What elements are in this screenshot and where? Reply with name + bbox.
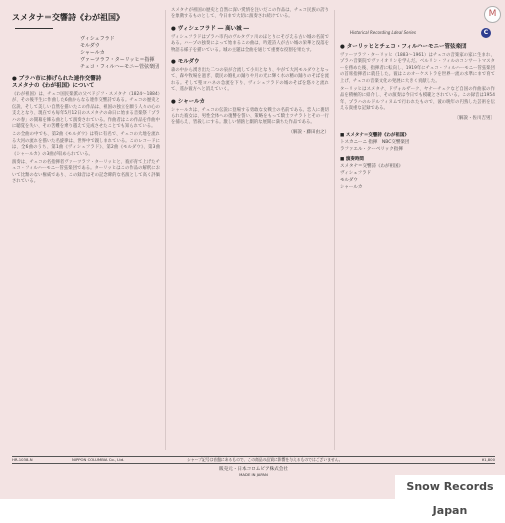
section-heading: ● プラハ市に捧げられた連作交響詩 xyxy=(12,76,102,82)
publisher: 販売元・日本コロムビア株式会社 xyxy=(219,467,288,472)
page-title: スメタナ＝交響詩《わが祖国》 xyxy=(12,12,160,34)
timing-item: シャールカ xyxy=(340,184,363,190)
catalog-strip xyxy=(12,456,495,464)
column-1 xyxy=(12,6,160,186)
timing-item: スメタナ＝交響詩《わが祖国》 xyxy=(340,163,403,169)
author-credit: （解説・藤田由之） xyxy=(288,129,329,135)
program-list xyxy=(80,36,160,71)
program-item: ヴィシェフラド xyxy=(80,36,115,42)
program-item: チェコ・フィルハーモニー管弦楽団 xyxy=(80,64,160,70)
watermark-text: Snow Records Japan xyxy=(395,475,505,499)
body-paragraph: 森の中から湧き出た二つの泉が合流して小川となり、やがて大河モルダウとなって、森や牧場を過ぎ、農民の婚礼の踊りや月の光に輝く水の精の踊りのそばを流れる。そして聖ヨハネの急流を下り、ヴィシェフラドの城のそばを悠々と流れて、遥か彼方へと消えていく。 xyxy=(171,68,329,93)
column-2 xyxy=(171,6,329,135)
discography-item: ラファエル・クーベリック指揮 xyxy=(340,146,403,152)
body-paragraph: この全曲の中でも、第2曲《モルダウ》は特に有名で、チェコの大地を流れる大河の流れを描いた名旋律は、世界中で親しまれている。このレコードには、全6曲のうち、第1曲《ヴィシェフラド》、第2曲《モルダウ》、第3曲《シャールカ》の3曲が収められている。 xyxy=(12,132,160,157)
section-heading: ● ヴィシェフラド ― 高い城 ― xyxy=(171,25,250,32)
body-paragraph: シャールカは、チェコの伝説に登場する勇敢な女戦士の名前である。恋人に裏切られた彼女は、男性全体への復讐を誓い、策略をもって騎士ツチラトとその一行を捕らえ、皆殺しにする。激しい情熱と劇的な展開に満ちた作品である。 xyxy=(171,107,329,126)
columbia-logo-icon: C xyxy=(481,28,491,38)
section-subheading: スメタナの《わが祖国》について xyxy=(12,83,95,89)
column-3 xyxy=(340,6,495,191)
timing-item: モルダウ xyxy=(340,177,358,183)
body-paragraph: ヴァーツラフ・ターリッヒ（1883〜1961）はチェコの音楽家の家に生まれ、プラハ音楽院でヴァイオリンを学んだ。ベルリン・フィルのコンサートマスターを務めた後、指揮者に転向し、1919年にチェコ・フィルハーモニー管弦楽団の首席指揮者に就任した。彼はこのオーケストラを世界一流の水準にまで育て上げ、チェコの音楽文化の発展に大きく貢献した。 xyxy=(340,53,495,84)
column-divider xyxy=(165,10,166,450)
body-paragraph: 演奏は、チェコの名指揮者ヴァーツラフ・ターリッヒと、彼が育て上げたチェコ・フィルハーモニー管弦楽団である。ターリッヒはこの作品の解釈において比類のない権威であり、この録音はその記念碑的な名演として高く評価されている。 xyxy=(12,160,160,185)
column-divider xyxy=(334,10,335,450)
program-item: モルダウ xyxy=(80,43,100,49)
discography-item: トスカニーニ 指揮 NBC交響楽団 xyxy=(340,139,410,145)
section-heading: ● シャールカ xyxy=(171,98,205,105)
catalog-number: HR-1038-N xyxy=(12,457,33,462)
label-name: NIPPON COLUMBIA Co., Ltd. xyxy=(72,457,125,462)
title-rule xyxy=(15,28,53,29)
body-paragraph: 《わが祖国》は、チェコ国民楽派の父ベドジフ・スメタナ（1824〜1884）が、その後半生に作曲した6曲からなる連作交響詩である。チェコの歴史と伝説、そして美しい自然を描いたこの作品は、祖国の独立を願う人々の心の支えとなり、現在でも毎年5月12日のスメタナの命日に始まる音楽祭「プラハの春」の開幕を飾る曲として演奏されている。作曲者はこの作品を作曲中に聴覚を失い、その苦難を乗り越えて完成させたことでも知られている。 xyxy=(12,92,160,130)
series-title: Historical Recording Ldeal Series xyxy=(350,30,416,35)
program-item: シャールカ xyxy=(80,50,105,56)
made-in: MADE IN JAPAN xyxy=(239,472,268,477)
circled-m-stamp: M xyxy=(484,6,501,23)
section-heading: ● モルダウ xyxy=(171,59,200,66)
discography-heading: ■ スメタナ＝交響詩《わが祖国》 xyxy=(340,132,409,138)
footer-note: シャープ記号は音盤にあるもので、この商品の品質に影響を与えるものではございません。 xyxy=(187,457,343,462)
price: ¥1,800 xyxy=(481,457,495,462)
series-header xyxy=(340,6,495,36)
program-item: ヴァーツラフ・ターリッヒ＝指揮 xyxy=(80,57,155,63)
timing-item: ヴィシェフラド xyxy=(340,170,372,176)
section-heading: ● ターリッヒとチェコ・フィルハーモニー管弦楽団 xyxy=(340,44,467,50)
body-paragraph: ヴィシェフラドはプラハ市内のヴルタヴァ川のほとりにそびえる古い城の名前である。ハープの独奏によって始まるこの曲は、吟遊詩人が古い城の栄華と没落を物語る様子を描いている。城の主題は全曲を通じて重要な役割を果たす。 xyxy=(171,34,329,53)
body-paragraph: ターリッヒはスメタナ、ドヴォルザーク、ヤナーチェクなど自国の作曲家の作品を積極的に紹介し、その演奏は今日でも模範とされている。この録音は1954年、プラハのルドルフィヌムで行われたもので、彼の晩年の円熟した芸術を伝える貴重な記録である。 xyxy=(340,87,495,112)
timing-heading: ■ 演奏時間 xyxy=(340,156,364,162)
body-paragraph: スメタナが祖国の歴史と自然に深い愛情を注いだこの作品は、チェコ民族の誇りを象徴するものとして、今日まで大切に演奏され続けている。 xyxy=(171,8,329,20)
author-credit: 〔解説・佐川吉男〕 xyxy=(454,115,495,121)
